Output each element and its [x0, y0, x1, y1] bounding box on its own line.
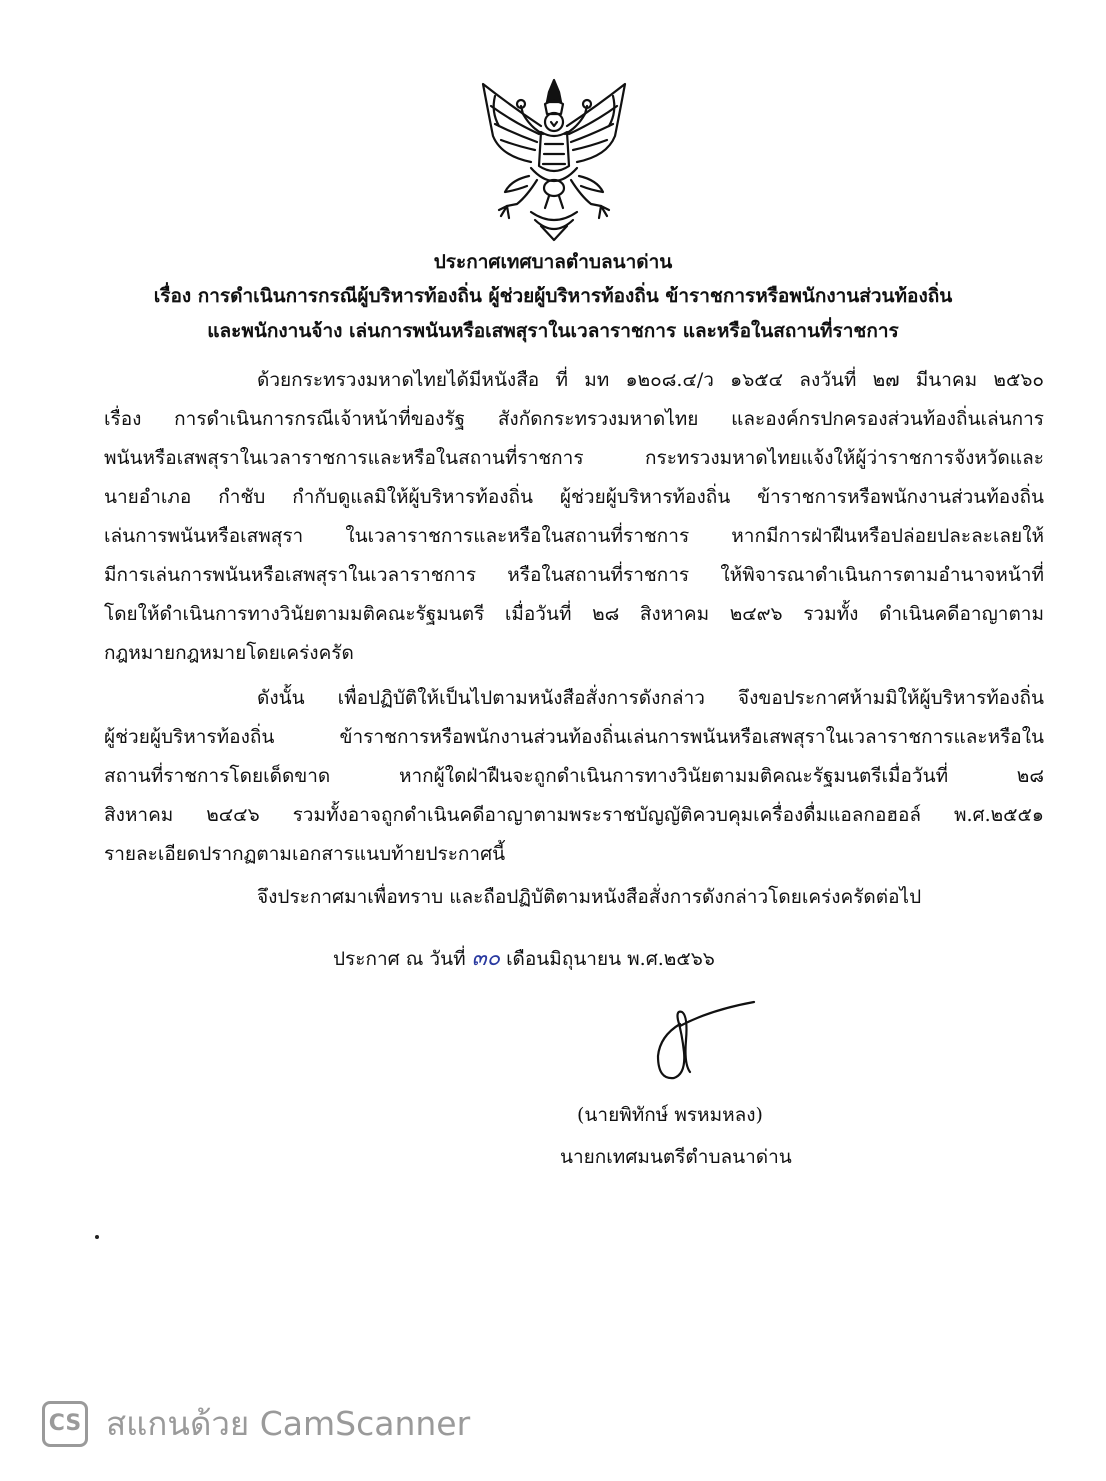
paragraph-2-line: ผู้ช่วยผู้บริหารท้องถิ่น ข้าราชการหรือพนักงานส่วนท้องถิ่นเล่นการพนันหรือเสพสุราในเวลาราชการและหรือใน: [104, 726, 1044, 748]
paragraph-1-line: โดยให้ดำเนินการทางวินัยตามมติคณะรัฐมนตรี เมื่อวันที่ ๒๘ สิงหาคม ๒๔๙๖ รวมทั้ง ดำเนินคดีอาญาตาม: [104, 603, 1044, 625]
camscanner-logo-icon: CS: [42, 1401, 88, 1447]
camscanner-watermark: [42, 1397, 470, 1450]
paragraph-1-line: เรื่อง การดำเนินการกรณีเจ้าหน้าที่ของรัฐ สังกัดกระทรวงมหาดไทย และองค์กรปกครองส่วนท้องถิ่นเล่นการ: [104, 408, 1044, 430]
paragraph-2-line: สิงหาคม ๒๔๔๖ รวมทั้งอาจถูกดำเนินคดีอาญาตามพระราชบัญญัติควบคุมเครื่องดื่มแอลกอฮอล์ พ.ศ.๒๕๕๑: [104, 804, 1044, 826]
date-prefix: ประกาศ ณ วันที่: [333, 948, 466, 970]
document-subject-line-1: เรื่อง การดำเนินการกรณีผู้บริหารท้องถิ่น ผู้ช่วยผู้บริหารท้องถิ่น ข้าราชการหรือพนักงานส่วนท้องถิ่น: [153, 285, 953, 307]
paragraph-1-line: มีการเล่นการพนันหรือเสพสุราในเวลาราชการ หรือในสถานที่ราชการ ให้พิจารณาดำเนินการตามอำนาจหน้าที่: [104, 564, 1044, 586]
document-subject-line-2: และพนักงานจ้าง เล่นการพนันหรือเสพสุราในเวลาราชการ และหรือในสถานที่ราชการ: [207, 320, 899, 342]
stray-mark: [95, 1235, 99, 1239]
paragraph-1-line: เล่นการพนันหรือเสพสุรา ในเวลาราชการและหรือในสถานที่ราชการ หากมีการฝ่าฝืนหรือปล่อยปละละเลยให้: [104, 525, 1044, 547]
paragraph-1-line: นายอำเภอ กำชับ กำกับดูแลมิให้ผู้บริหารท้องถิ่น ผู้ช่วยผู้บริหารท้องถิ่น ข้าราชการหรือพนักงานส่วนท้องถิ่น: [104, 486, 1044, 508]
paragraph-1-line: กฎหมายกฎหมายโดยเคร่งครัด: [104, 642, 354, 664]
garuda-emblem-icon: [471, 76, 637, 242]
closing-statement: จึงประกาศมาเพื่อทราบ และถือปฏิบัติตามหนังสือสั่งการดังกล่าวโดยเคร่งครัดต่อไป: [257, 886, 922, 908]
paragraph-2-line: รายละเอียดปรากฏตามเอกสารแนบท้ายประกาศนี้: [104, 843, 506, 865]
signer-position: นายกเทศมนตรีตำบลนาด่าน: [560, 1146, 792, 1168]
handwritten-date-day: ๓๐: [471, 946, 501, 971]
paragraph-1-line: พนันหรือเสพสุราในเวลาราชการและหรือในสถานที่ราชการ กระทรวงมหาดไทยแจ้งให้ผู้ว่าราชการจังหวัดและ: [104, 447, 1044, 469]
paragraph-2-line: สถานที่ราชการโดยเด็ดขาด หากผู้ใดฝ่าฝืนจะถูกดำเนินการทางวินัยตามมติคณะรัฐมนตรีเมื่อวันที่ ๒๘: [104, 765, 1044, 787]
paragraph-1-line: ด้วยกระทรวงมหาดไทยได้มีหนังสือ ที่ มท ๑๒๐๘.๔/ว ๑๖๕๔ ลงวันที่ ๒๗ มีนาคม ๒๕๖๐: [257, 369, 1044, 391]
paragraph-2-line: ดังนั้น เพื่อปฏิบัติให้เป็นไปตามหนังสือสั่งการดังกล่าว จึงขอประกาศห้ามมิให้ผู้บริหารท้องถิ่น: [257, 687, 1044, 709]
document-title: ประกาศเทศบาลตำบลนาด่าน: [433, 251, 673, 273]
handwritten-signature: [650, 1000, 760, 1090]
signer-name: (นายพิทักษ์ พรหมหลง): [577, 1104, 763, 1126]
announcement-date: [333, 940, 715, 975]
date-suffix: เดือนมิถุนายน พ.ศ.๒๕๖๖: [506, 948, 715, 970]
watermark-text: สแกนด้วย CamScanner: [106, 1404, 471, 1443]
